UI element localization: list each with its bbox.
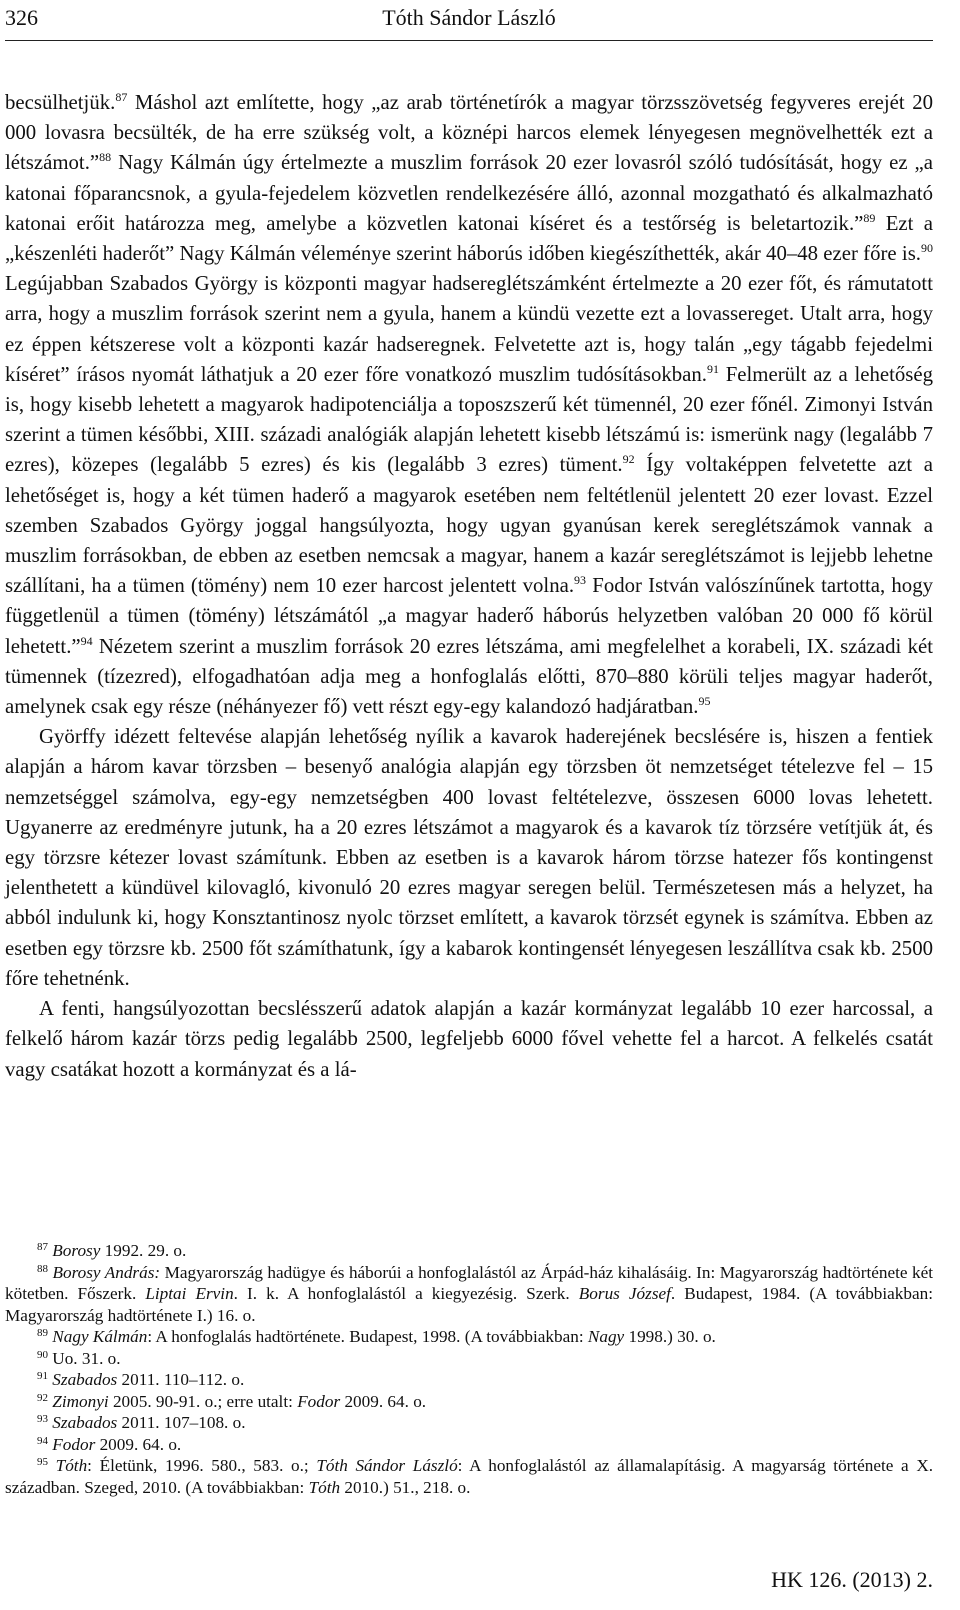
italic-span: Borosy xyxy=(52,1241,101,1260)
italic-span: Zimonyi xyxy=(52,1391,109,1411)
footnote-number: 89 xyxy=(37,1327,48,1339)
text-span: Nézetem szerint a muszlim források 20 ezres létszáma, ami megfelelhet a korabeli, IX. századi két tümennek (tízezred), elfogadhatóan adja meg a honfoglalás előtti, 870–880 körüli teljes magyar haderőt, amelynek csak egy része (néhányezer fő) vett részt egy-egy kalandozó hadjáratban. xyxy=(5,634,933,719)
paragraph xyxy=(5,994,933,1085)
text-span: Györffy idézett feltevése alapján lehetőség nyílik a kavarok haderejének becslésére is, hiszen a fentiek alapján a három kavar törzsben – besenyő analógia alapján egy törzsben öt nemzetséget tételezve fel – 15 nemzetséggel számolva, egy-egy nemzetségben 400 lovast feltételezve, összesen 6000 lovas lehetett. Ugyanerre az eredményre jutunk, ha a 20 ezres létszámot a magyarok és a kavarok tíz törzsére vetítjük át, és egy törzsre kétezer lovast számítunk. Ebben az esetben is a kavarok három törzse hatezer fős kontingenst jelenthetett a kündüvel kilovagló, kivonuló 20 ezres magyar seregen belül. Természetesen más a helyzet, ha abból indulunk ki, hogy Konsztantinosz nyolc törzset említett, a kavarok törzsét egynek is számítva. Ebben az esetben egy törzsre kb. 2500 főt számíthatunk, így a kabarok kontingensét lényegesen leszállítva csak kb. 2500 főre tehetnénk. xyxy=(5,725,933,990)
running-header xyxy=(5,0,933,41)
footnotes xyxy=(5,1240,933,1498)
footnote xyxy=(5,1434,933,1456)
text-span: : A honfoglalástól az államalapításig. A magyarság története a X. században. Szeged, 2010. (A továbbiakban: xyxy=(5,1456,934,1497)
footnote xyxy=(5,1369,933,1391)
journal-footer: HK 126. (2013) 2. xyxy=(771,1567,933,1592)
text-span: Így voltaképpen felvetette azt a lehetőséget is, hogy a két tümen haderő a magyarok esetében nem feltétlenül jelentett 20 ezer lovast. Ezzel szemben Szabados György joggal hangsúlyozta, hogy ugyan gyanúsan kerek sereglétszámok vannak a muszlim forrásokban, de ebben az esetben nemcsak a magyar, hanem a kazár sereglétszámot is lejjebb lehetne szállítani, ha a tümen (tömény) nem 10 ezer harcost jelentett volna. xyxy=(5,453,934,598)
text-span: 2005. 90-91. o.; erre utalt: xyxy=(108,1391,298,1411)
italic-span: Tóth xyxy=(55,1456,88,1475)
text-span: Felmerült az a lehetőség is, hogy kisebb lehetett a magyarok hadipotenciálja a toposzszerű két tümennél, 20 ezer főnél. Zimonyi István szerint a tümen későbbi, XIII. századi analógiák alapján lehetett kisebb létszámú is: ismerünk nagy (legalább 7 ezres), közepes (legalább 5 ezres) és kis (legalább 3 ezres) tüment. xyxy=(5,362,933,477)
footnote-ref: 88 xyxy=(99,150,112,165)
footnote-ref: 92 xyxy=(622,452,635,467)
footnote-number: 90 xyxy=(37,1348,48,1361)
text-span: Legújabban Szabados György is központi magyar hadsereglétszámként értelmezte a 20 ezer főt, és rámutatott arra, hogy a muszlim források szerint nem a gyula, hanem a kündü vezette ezt a lovassereget. Utalt arra, hogy ez éppen kétszerese volt a központi kazár hadseregnek. Felvetette azt is, hogy talán „egy tágabb fejedelmi kíséret” írásos nyomát láthatjuk a 20 ezer főre vonatkozó muszlim tudósításokban. xyxy=(5,272,933,386)
text-span: Magyarország hadügye és háborúi a honfoglalástól az Árpád-ház kihalásáig. In: Magyarország hadtörténete két kötetben. Főszerk. xyxy=(5,1262,933,1303)
footnote-ref: 91 xyxy=(706,361,719,376)
running-author: Tóth Sándor László xyxy=(382,5,556,30)
paragraph xyxy=(5,88,933,722)
footnote xyxy=(5,1455,933,1498)
footnote-ref: 95 xyxy=(698,694,711,709)
italic-span: Nagy xyxy=(587,1327,625,1346)
footnote xyxy=(5,1262,933,1327)
main-text xyxy=(5,88,933,1085)
text-span: 2011. 110–112. o. xyxy=(117,1370,245,1389)
text-span: Ezt a „készenléti haderőt” Nagy Kálmán véleménye szerint háborús időben kiegészíthették, akár 40–48 ezer főre is. xyxy=(5,211,933,266)
italic-span: Nagy Kálmán xyxy=(52,1327,148,1346)
text-span: . I. k. A honfoglalástól a kiegyezésig. Szerk. xyxy=(233,1284,579,1303)
italic-span: Fodor xyxy=(297,1391,341,1411)
text-span: : A honfoglalás hadtörténete. Budapest, 1998. (A továbbiakban: xyxy=(147,1327,588,1346)
footnote-number: 93 xyxy=(37,1413,48,1425)
text-span: A fenti, hangsúlyozottan becslésszerű adatok alapján a kazár kormányzat legalább 10 ezer harcossal, a felkelő három kazár törzs pedig legalább 2500, legfeljebb 6000 fővel vehette fel a harcot. A felkelés csatát vagy csatákat hozott a kormányzat és a lá- xyxy=(5,997,933,1081)
footnote-ref: 87 xyxy=(115,90,128,104)
text-span: : Életünk, 1996. 580., 583. o.; xyxy=(87,1456,317,1475)
italic-span: Fodor xyxy=(52,1434,96,1454)
footnote-ref: 94 xyxy=(80,633,93,648)
footnote xyxy=(5,1326,933,1348)
footnote-number: 92 xyxy=(37,1391,48,1404)
footnote xyxy=(5,1412,933,1434)
text-span: becsülhetjük. xyxy=(5,91,116,114)
text-span: Máshol azt említette, hogy „az arab történetírók a magyar törzsszövetség fegyveres erejét 20 000 lovasra becsülték, de ha erre szükség volt, a köznépi harcos elemek lényegesen megnövelhették ezt a létszámot.” xyxy=(5,91,933,175)
footnote xyxy=(5,1348,933,1370)
footnote xyxy=(5,1391,933,1413)
footnote-ref: 93 xyxy=(574,573,587,588)
text-span: 2010.) 51., 218. o. xyxy=(340,1477,471,1497)
italic-span: Szabados xyxy=(52,1413,118,1432)
text-span: Nagy Kálmán úgy értelmezte a muszlim források 20 ezer lovasról szóló tudósítását, hogy ez „a katonai főparancsnok, a gyula-fejedelem közvetlen rendelkezésére álló, azonnal mozgatható és alkalmazható katonai erőit határozza meg, amelybe a közvetlen katonai kíséret és a testőrség is beletartozik.” xyxy=(5,151,933,235)
text-span: Fodor István valószínűnek tartotta, hogy függetlenül a tümen (tömény) létszámától „a magyar haderő háborús helyzetben valóban 20 000 fő körül lehetett.” xyxy=(5,574,933,658)
footnote-ref: 90 xyxy=(921,241,933,256)
text-span: 1998.) 30. o. xyxy=(624,1327,716,1346)
text-span: . Budapest, 1984. (A továbbiakban: Magyarország hadtörténete I.) 16. o. xyxy=(5,1284,933,1325)
footnote-number: 94 xyxy=(37,1434,48,1447)
paragraph xyxy=(5,722,933,994)
text-span: 1992. 29. o. xyxy=(100,1241,187,1260)
footnote-number: 95 xyxy=(37,1456,48,1468)
italic-span: Tóth xyxy=(308,1477,341,1497)
footnote-ref: 89 xyxy=(863,210,876,225)
footnote-number: 91 xyxy=(37,1370,48,1382)
italic-span: Borosy András: xyxy=(52,1262,161,1282)
italic-span: Borus József xyxy=(578,1284,671,1303)
footnote-number: 88 xyxy=(37,1262,48,1275)
page-number: 326 xyxy=(5,5,38,30)
footnote-number: 87 xyxy=(37,1241,48,1253)
italic-span: Szabados xyxy=(52,1370,118,1389)
italic-span: Liptai Ervin xyxy=(145,1284,234,1303)
text-span: Uo. 31. o. xyxy=(52,1348,121,1368)
text-span: 2009. 64. o. xyxy=(340,1391,427,1411)
italic-span: Tóth Sándor László xyxy=(316,1456,458,1475)
text-span: 2009. 64. o. xyxy=(95,1434,182,1454)
text-span: 2011. 107–108. o. xyxy=(117,1413,246,1432)
footnote xyxy=(5,1240,933,1262)
